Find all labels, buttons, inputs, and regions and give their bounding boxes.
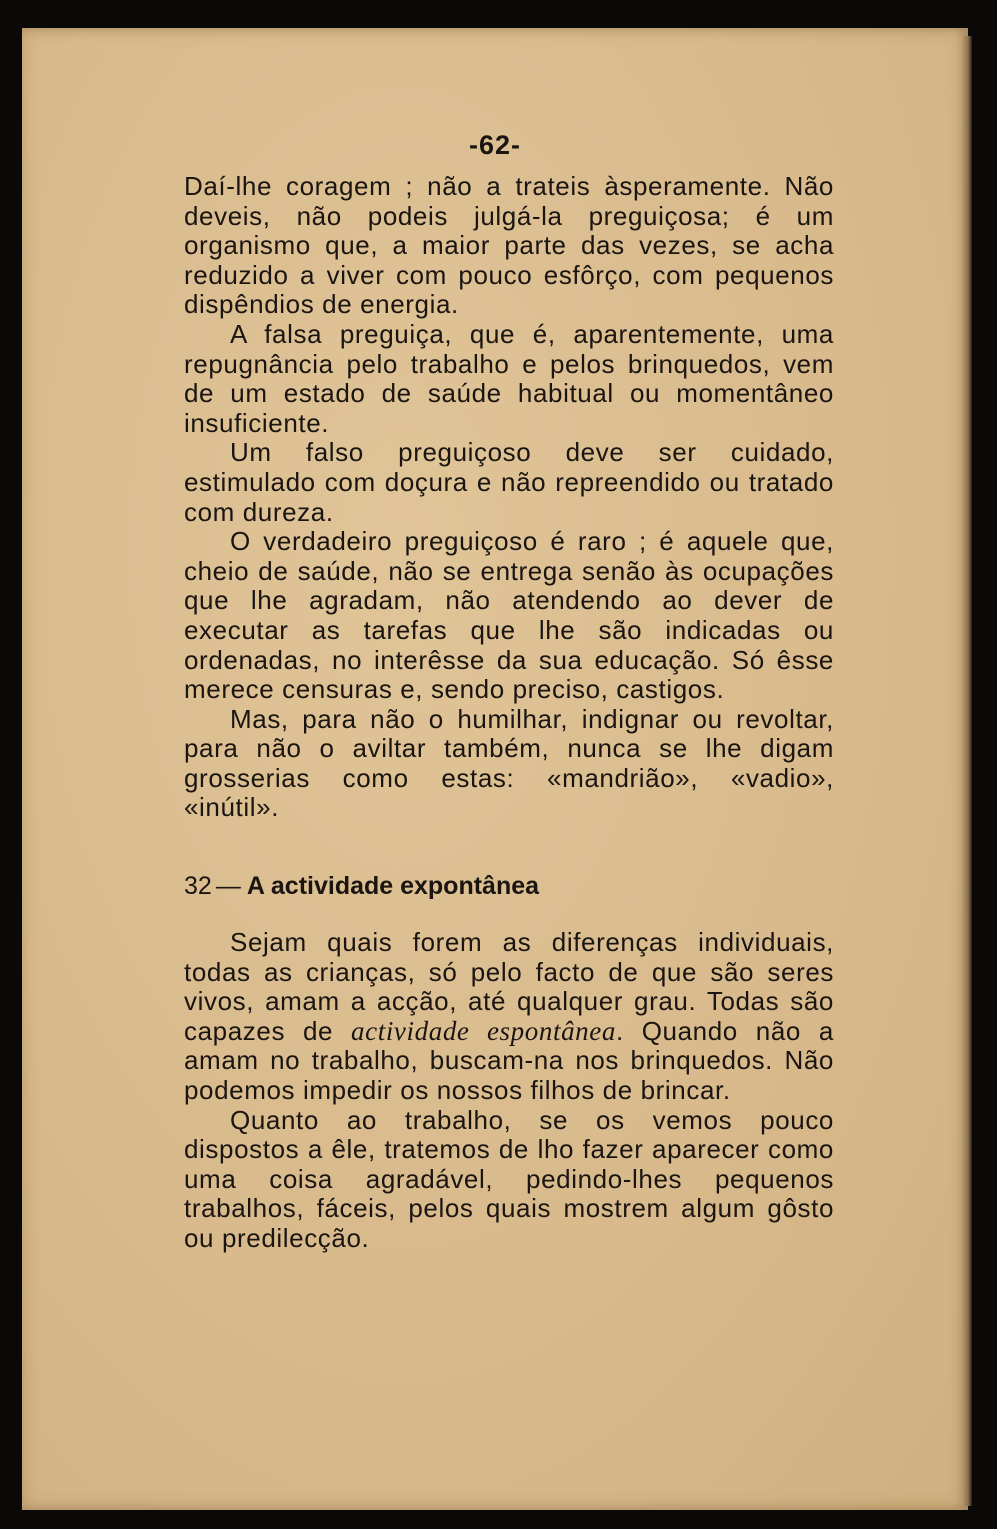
paragraph-6-part-1: Sejam quais forem as diferenças individuais, todas as crianças, só pelo facto de que são seres vivos, amam a acção, até qualquer grau. Todas são capazes de xyxy=(184,927,834,1046)
paragraph-6 xyxy=(184,928,834,1106)
paragraph-6-italic-term: actividade espontânea xyxy=(351,1015,616,1046)
section-number: 32 xyxy=(184,872,212,900)
paragraph-7: Quanto ao trabalho, se os vemos pouco dispostos a êle, tratemos de lho fazer aparecer como uma coisa agradável, pedindo-lhes pequenos trabalhos, fáceis, pelos quais mostrem algum gôsto ou predilecção. xyxy=(184,1104,834,1253)
paragraph-3: Um falso preguiçoso deve ser cuidado, estimulado com doçura e não repreendido ou tratado com dureza. xyxy=(184,437,834,527)
page-number: -62- xyxy=(468,130,521,160)
paragraph-4: O verdadeiro preguiçoso é raro ; é aquele que, cheio de saúde, não se entrega senão às ocupações que lhe agradam, não atendendo ao dever de executar as tarefas que lhe são indicadas ou ordenadas, no interêsse da sua educação. Só êsse merece censuras e, sendo preciso, castigos. xyxy=(184,526,834,705)
paragraph-1: Daí-lhe coragem ; não a trateis àsperamente. Não deveis, não podeis julgá-la preguiçosa; é um organismo que, a maior parte das vezes, se acha reduzido a viver com pouco esfôrço, com pequenos dispêndios de energia. xyxy=(184,171,834,320)
body-text-section-b xyxy=(184,928,834,1254)
section-heading xyxy=(184,872,834,901)
paragraph-6-part-2: . Quando não a amam no trabalho, buscam-na nos brinquedos. Não podemos impedir os nossos filhos de brincar. xyxy=(184,1015,834,1105)
paragraph-5: Mas, para não o humilhar, indignar ou revoltar, para não o aviltar também, nunca se lhe digam grosserias como estas: «mandrião», «vadio», «inútil». xyxy=(184,703,834,823)
section-dash: — xyxy=(215,872,241,900)
section-title: A actividade expontânea xyxy=(246,872,540,900)
page-edge-shadow xyxy=(962,36,972,1506)
body-text-section-a xyxy=(184,172,834,823)
paragraph-2: A falsa preguiça, que é, aparentemente, uma repugnância pelo trabalho e pelos brinquedos, vem de um estado de saúde habitual ou momentâneo insuficiente. xyxy=(184,318,834,438)
